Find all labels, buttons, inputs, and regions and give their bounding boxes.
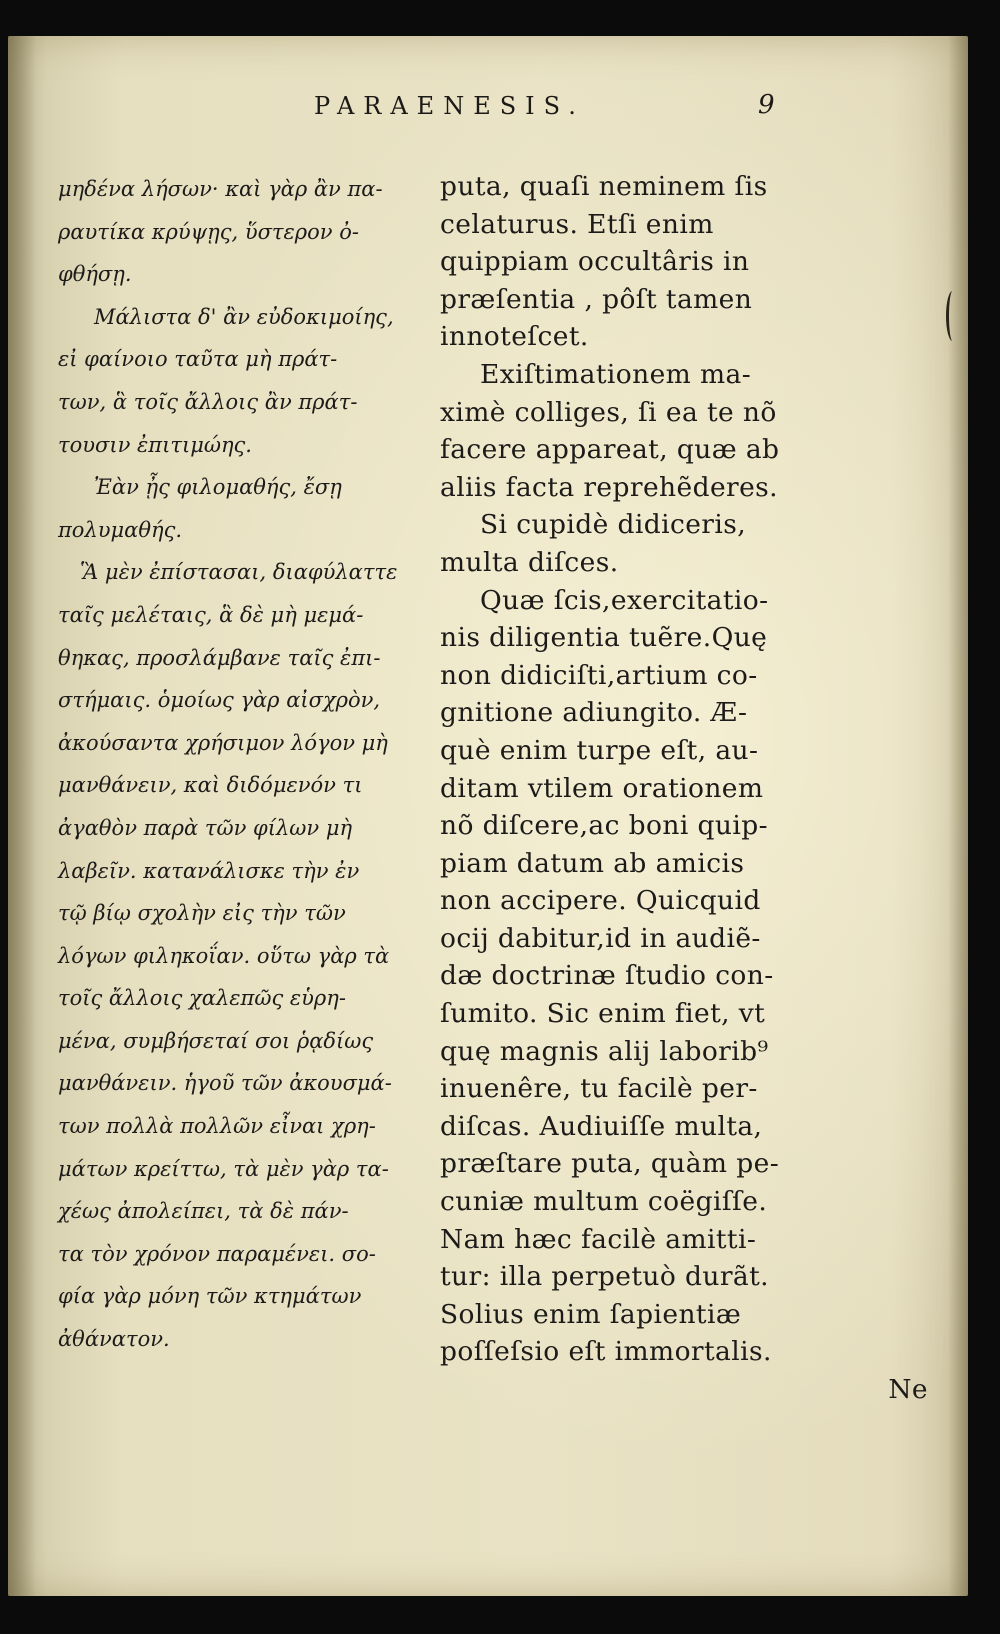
greek-line: τοῖς ἄλλοις χαλεπῶς εὑρη- <box>58 986 346 1011</box>
latin-line: facere appareat, quæ ab <box>440 434 780 466</box>
latin-line: Quæ ſcis,exercitatio- <box>480 584 769 616</box>
greek-line: Ἐὰν ᾖς φιλομαθής, ἔσῃ <box>94 475 342 500</box>
latin-line: ſumito. Sic enim fiet, vt <box>440 998 766 1030</box>
greek-line: ἀθάνατον. <box>58 1327 170 1352</box>
page-shadow-right <box>948 36 968 1596</box>
latin-line: præſentia , pôſt tamen <box>440 283 753 315</box>
latin-line: cuniæ multum coëgiſſe. <box>440 1186 768 1218</box>
latin-line: puta, quaſi neminem ſis <box>440 171 768 202</box>
latin-column <box>440 168 940 1409</box>
latin-line: Exiſtimationem ma- <box>480 358 752 390</box>
greek-line: μανθάνειν. ἡγοῦ τῶν ἀκουσμά- <box>58 1071 392 1096</box>
greek-line: Ἃ μὲν ἐπίστασαι, διαφύλαττε <box>80 560 398 585</box>
greek-line: στήμαις. ὁμοίως γὰρ αἰσχρὸν, <box>58 688 381 713</box>
catchword: Ne <box>888 1374 928 1405</box>
latin-line: non didiciſti,artium co- <box>440 659 758 691</box>
latin-line: ditam vtilem orationem <box>440 772 764 804</box>
latin-line: nõ diſcere,ac boni quip- <box>440 810 768 842</box>
running-title: PARAENESIS. <box>314 92 585 120</box>
latin-line: diſcas. Audiuiſſe multa, <box>440 1110 763 1142</box>
greek-line: θηκας, προσλάμβανε ταῖς ἐπι- <box>58 645 381 670</box>
greek-line: ἀκούσαντα χρήσιμον λόγον μὴ <box>58 730 388 755</box>
greek-line: μανθάνειν, καὶ διδόμενόν τι <box>58 773 363 798</box>
greek-line: ταῖς μελέταις, ἃ δὲ μὴ μεμά- <box>58 602 364 627</box>
latin-line: non accipere. Quicquid <box>440 885 761 917</box>
latin-line: Solius enim ſapientiæ <box>440 1298 742 1330</box>
greek-line: Μάλιστα δ' ἂν εὐδοκιμοίης, <box>94 304 394 329</box>
greek-line: χέως ἀπολείπει, τὰ δὲ πάν- <box>58 1199 349 1224</box>
greek-line: λόγων φιληκοΐαν. οὕτω γὰρ τὰ <box>58 943 390 968</box>
latin-line: innoteſcet. <box>440 321 589 353</box>
greek-line: τῷ βίῳ σχολὴν εἰς τὴν τῶν <box>58 901 346 926</box>
latin-line: ocij dabitur,id in audiẽ- <box>440 922 761 954</box>
latin-line: quę magnis alij laborib⁹ <box>440 1035 769 1067</box>
latin-line: aliis facta reprehẽderes. <box>440 471 779 503</box>
latin-line: Si cupidè didiceris, <box>480 509 747 541</box>
latin-line: multa diſces. <box>440 546 619 578</box>
margin-mark <box>946 291 959 341</box>
greek-line: μηδένα λήσων· καὶ γὰρ ἂν πα- <box>58 177 383 201</box>
book-page <box>8 36 968 1596</box>
greek-column <box>58 168 423 1361</box>
latin-line: gnitione adiungito. Æ- <box>440 697 748 729</box>
greek-line: πολυμαθής. <box>58 517 183 542</box>
greek-line: τα τὸν χρόνον παραμένει. σο- <box>58 1241 376 1266</box>
greek-line: λαβεῖν. κατανάλισκε τὴν ἐν <box>58 858 360 883</box>
running-head <box>8 92 968 132</box>
latin-line: dæ doctrinæ ſtudio con- <box>440 960 774 992</box>
latin-line: tur: illa perpetuò durãt. <box>440 1261 770 1293</box>
latin-line: nis diligentia tuẽre.Quę <box>440 622 768 654</box>
greek-line: των πολλὰ πολλῶν εἶναι χρη- <box>58 1114 376 1139</box>
greek-line: των, ἃ τοῖς ἄλλοις ἂν πράτ- <box>58 389 358 414</box>
greek-line: ραυτίκα κρύψῃς, ὕστερον ὀ- <box>58 219 359 244</box>
greek-line: μένα, συμβήσεταί σοι ῥᾳδίως <box>58 1028 374 1053</box>
latin-line: inuenêre, tu facilè per- <box>440 1073 758 1105</box>
latin-line: poſſeſsio eſt immortalis. <box>440 1336 772 1368</box>
latin-line: piam datum ab amicis <box>440 847 745 879</box>
greek-line: εἰ φαίνοιο ταῦτα μὴ πράτ- <box>58 347 338 372</box>
greek-line: φθήσῃ. <box>58 262 132 287</box>
greek-line: τουσιν ἐπιτιμώης. <box>58 432 252 457</box>
latin-line: què enim turpe eſt, au- <box>440 734 759 766</box>
page-number: 9 <box>758 90 775 120</box>
greek-line: μάτων κρείττω, τὰ μὲν γὰρ τα- <box>58 1156 389 1181</box>
latin-line: celaturus. Etſi enim <box>440 208 714 240</box>
greek-line: ἀγαθὸν παρὰ τῶν φίλων μὴ <box>58 815 353 840</box>
greek-line: φία γὰρ μόνη τῶν κτημάτων <box>58 1284 362 1309</box>
latin-line: præſtare puta, quàm pe- <box>440 1148 780 1180</box>
latin-line: Nam hæc facilè amitti- <box>440 1223 757 1255</box>
page-shadow-left <box>8 36 36 1596</box>
latin-line: ximè colliges, ſi ea te nõ <box>440 396 777 428</box>
latin-line: quippiam occultâris in <box>440 246 750 278</box>
